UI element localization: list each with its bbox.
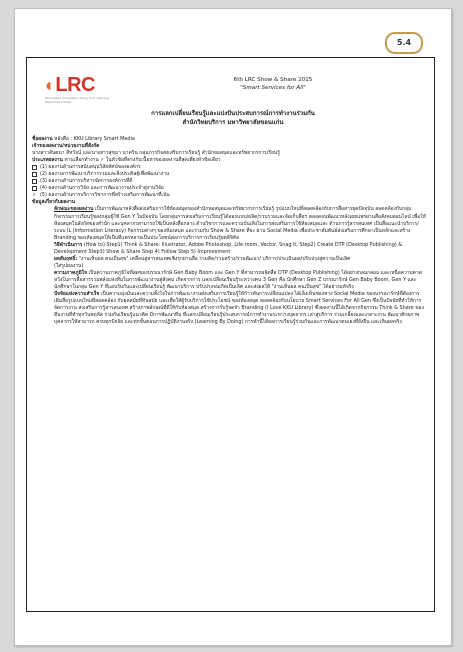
paragraph-method: วิธีดำเนินการ (How to) Step1) Think & Share: Illustrator, Adobe Photoshop, Life room, Vector, Snag it, Step2) Create DTP (Desktop Publishing) & Development Step3) Show & Share Step 4) Follow Step 5) Improvement [54,241,403,255]
paragraph-success-factors: ปัจจัยแห่งความสำเร็จ เป็นความมุ่งมั่นและความตั้งใจในการพัฒนางานส่งเสริมการเรียนรู้ให้ก้าวทันการเปลี่ยนแปลง ได้เล็งเห็นช่องทาง Social Media ของบรรณารักษ์ที่ต้องการเติมสื่อรูปแบบใหม่ที่สอดคล้อง กับยุคสมัยที่ทันสมัย และเพื่อให้ผู้รับบริการใช้ประโยชน์ ของห้องสมุด สอดคล้องกับนโยบาย Smart Services For All Gen ซึ่งเป็นปัจจัยที่ทำให้การจัดการงาน ส่งเสริมการรู้สารสนเทศ สร้างภาพลักษณ์ที่ดีให้กับห้องสมุด สร้างการรับรู้จดจำ Branding (I Love KKU Library) ซึ่งผลงานนี้ได้เกิดจากกิจกรรม Think & Share ของทีมงานที่ทำทุกวันพฤหัส ร่วมกันเรียนรู้แนวคิด มีการพัฒนาทีม ที่แลกเปลี่ยนเรียนรู้ประสบการณ์การทำงานระหว่างบุคลากร เล่าสู่บริการ ร่วมเกลี้ยงและเกลาะงาน พัฒนาศักยภาพบุคลากรให้สามารถ ครบทุกปัจจัย และทุกขั้นตอนการปฏิบัติงานจริง (Learning By Doing) การทำนี้ได้ผลการเรียนรู้ร่วมกันและการพัฒนาตนเองที่ยั่งยืน และเห็นผลจริง [54,291,424,326]
paragraph-characteristics: ลักษณะของผลงาน เป็นการพัฒนาหลังสื่อส่งเสริมการใช้ห้องสมุดของสำนักหอสมุดและทรัพยากรการเรียนรู้ รูปแบบใหม่ที่สอดคล้องกับการสื่อสารยุคปัจจุบัน สอดคล้องกับกลุ่มกิจกรรมการเรียนรู้ของกลุ่มผู้ใช้ Gen Y ในปัจจุบัน โดยกลุ่มการส่งเสริมการเรียนรู้ได้ออกแบบ/ผลิต/รวบรวมและจัดเก็บสื่อฯ ตลอดจนพัฒนาหลังเผยแพร่ผ่านสื่อสังคมออนไลน์ เพื่อให้ห้องสมุดในสังกัดของสำนัก และบุคลากรสามารถใช้เป็นหลังสื่อกลาง ด้านวิชาการและความบันเทิงในการส่งเสริมการใช้ห้องสมุดและ ด้านการรู้สารสนเทศ เป็นสื่อแนะนำบริการ/ระบบ IL (Information Literacy) กิจกรรมต่างๆ ของห้องสมุด และร่วมกับ Show & Share ที่จะ ผ่าน Social Media เพื่อประชาสัมพันธ์ส่งเสริมการศึกษาเป็นหลักและสร้าง Branding ของห้องสมุดให้เป็นที่แพร่หลายเป็นประโยชน์ต่อการบริการการเรียนรู้ยุคดิจิทัล [54,206,426,241]
title-label: ชื่อผลงาน [32,136,53,142]
logo-brand: LRC [55,74,95,96]
page-number-badge: 5.4 [385,32,423,54]
option-4: (4) ผลงานด้านการวิจัย และการพัฒนางานประจำสู่งานวิจัย [32,185,427,192]
option-3: (3) ผลงานด้านการบริหารจัดการองค์การที่ดี [32,178,427,185]
checkbox-icon [32,172,37,177]
summary-label: ข้อมูลเกี่ยวกับผลงาน [32,199,76,206]
type-value: ท่านเลือกทำงาน ✓ ในหัวข้อที่ตรงกับเนื้อหาของผลงานที่สุดเพียงหัวข้อเดียว [62,157,221,164]
results-image-note: (ใส่รูปผลงาน) [54,262,84,269]
option-2: (2) ผลงานการพัฒนาบริการรวมและสิ่งประดิษฐ์เพื่อพัฒนางาน [32,171,427,178]
checkbox-icon [32,165,37,170]
owner-value: นางสาวสันตนา สีหวัจน์ และนางสาวสุขมา นาคริน กลุ่มภารกิจส่งเสริมการเรียนรู้ สำนักหอสมุดและทรัพยากรการเรียนรู้ [32,150,280,157]
document-page [14,8,452,646]
owner-label: เจ้าของผลงาน/หน่วยงานที่สังกัด [32,143,100,150]
swirl-icon: ◐ [45,75,56,95]
checkbox-icon [32,179,37,184]
paragraph-results: ผลสัมฤทธิ์: "งานเห็นผล คนเป็นสุข" เคลื่อนสู่สารสนเทศเชิงรุกผ่านสื่อ ร่วมคิด/ร่วมสร้าง/ร่วมพัฒนา/ บริการ/ประเมินผล/ปรับปรุงสู่ความเป็นเลิศ [54,255,351,262]
event-tagline: "Smart Services for All" [240,85,306,91]
type-label: ประเภทผลงาน [32,157,63,164]
document-subheading: สำนักวิทยบริการ มหาวิทยาลัยขอนแก่น [182,119,284,126]
checkbox-icon [32,186,37,191]
paragraph-pride: ความภาคภูมิใจ เป็นความภาคภูมิใจที่สุดของบรรณารักษ์ Gen Baby Boom และ Gen Y ที่สามารถผลิตสื่อ DTP (Desktop Publishing) ได้อย่างกลมกล่อม และเหนือความคาดหวังในการสื่อสารรวมพลังแห่งทีมในการพัฒนางานสู่สังคม เกิดจากการ แลกเปลี่ยนเรียนรู้ระหว่างคน 3 Gen คือ นักศึกษา Gen Z บรรณารักษ์ Gen Baby Boom, Gen Y และนักศึกษาในกลุ่ม Gen Y ที่แอบรับกันและเปลี่ยนเรียนรู้ พัฒนาบริการ ปรับปรุงจนเกิดเป็นเลิศ และส่งผลให้ "งานเห็นผล คนเป็นสุข" ได้อย่างแท้จริง [54,269,422,290]
logo-subtitle: Khon Kaen University Library and Learning Resources Center [45,96,110,104]
option-5: ✓ (5) ผลงานด้านการบริการวิชาการที่สร้างเสริมการพัฒนาที่เน้น [32,192,170,199]
checkmark-icon: ✓ [32,192,37,199]
option-1: (1) ผลงานด้านการสนับสนุนวิสัยทัศน์ขององค์กร [32,164,427,171]
document-body [32,136,427,326]
title-line [32,136,427,143]
title-value: หลังคือ : KKU Library Smart Media [52,136,135,142]
event-title: 6th LRC Show & Share 2015 [233,77,313,83]
document-heading: การแลกเปลี่ยนเรียนรู้และแบ่งปันประสบการณ์การทำงานร่วมกัน [151,110,315,117]
